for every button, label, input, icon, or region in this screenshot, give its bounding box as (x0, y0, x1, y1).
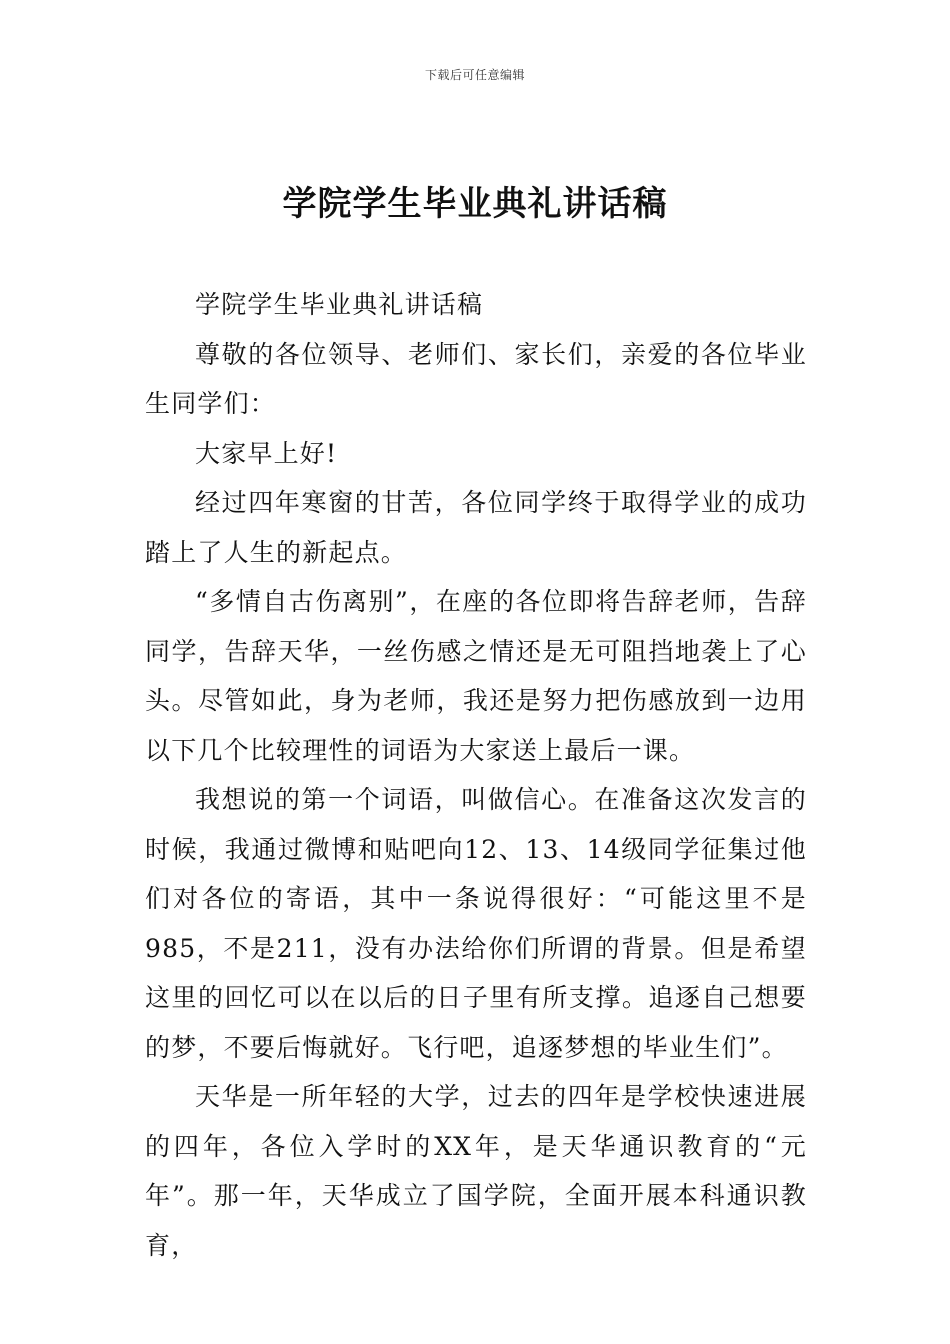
paragraph-salutation: 尊敬的各位领导、老师们、家长们，亲爱的各位毕业生同学们： (145, 339, 807, 418)
document-title: 学院学生毕业典礼讲话稿 (282, 184, 668, 224)
paragraph: “多情自古伤离别”，在座的各位即将告辞老师，告辞同学，告辞天华，一丝伤感之情还是无可阻挡地袭上了心头。尽管如此，身为老师，我还是努力把伤感放到一边用以下几个比较理性的词语为大家送上最后一课。 (145, 587, 807, 765)
paragraph: 我想说的第一个词语，叫做信心。在准备这次发言的时候，我通过微博和贴吧向12、13、14级同学征集过他们对各位的寄语，其中一条说得很好：“可能这里不是985，不是211，没有办法给你们所谓的背景。但是希望这里的回忆可以在以后的日子里有所支撑。追逐自己想要的梦，不要后悔就好。飞行吧，追逐梦想的毕业生们”。 (145, 785, 807, 1062)
paragraph: 天华是一所年轻的大学，过去的四年是学校快速进展的四年，各位入学时的XX年，是天华通识教育的“元年”。那一年，天华成立了国学院，全面开展本科通识教育， (145, 1082, 807, 1260)
paragraph-greeting: 大家早上好! (195, 438, 338, 468)
paragraph: 经过四年寒窗的甘苦，各位同学终于取得学业的成功踏上了人生的新起点。 (145, 488, 807, 567)
paragraph-subtitle: 学院学生毕业典礼讲话稿 (195, 290, 484, 319)
header-note: 下载后可任意编辑 (424, 68, 525, 82)
document-body (145, 280, 807, 1270)
